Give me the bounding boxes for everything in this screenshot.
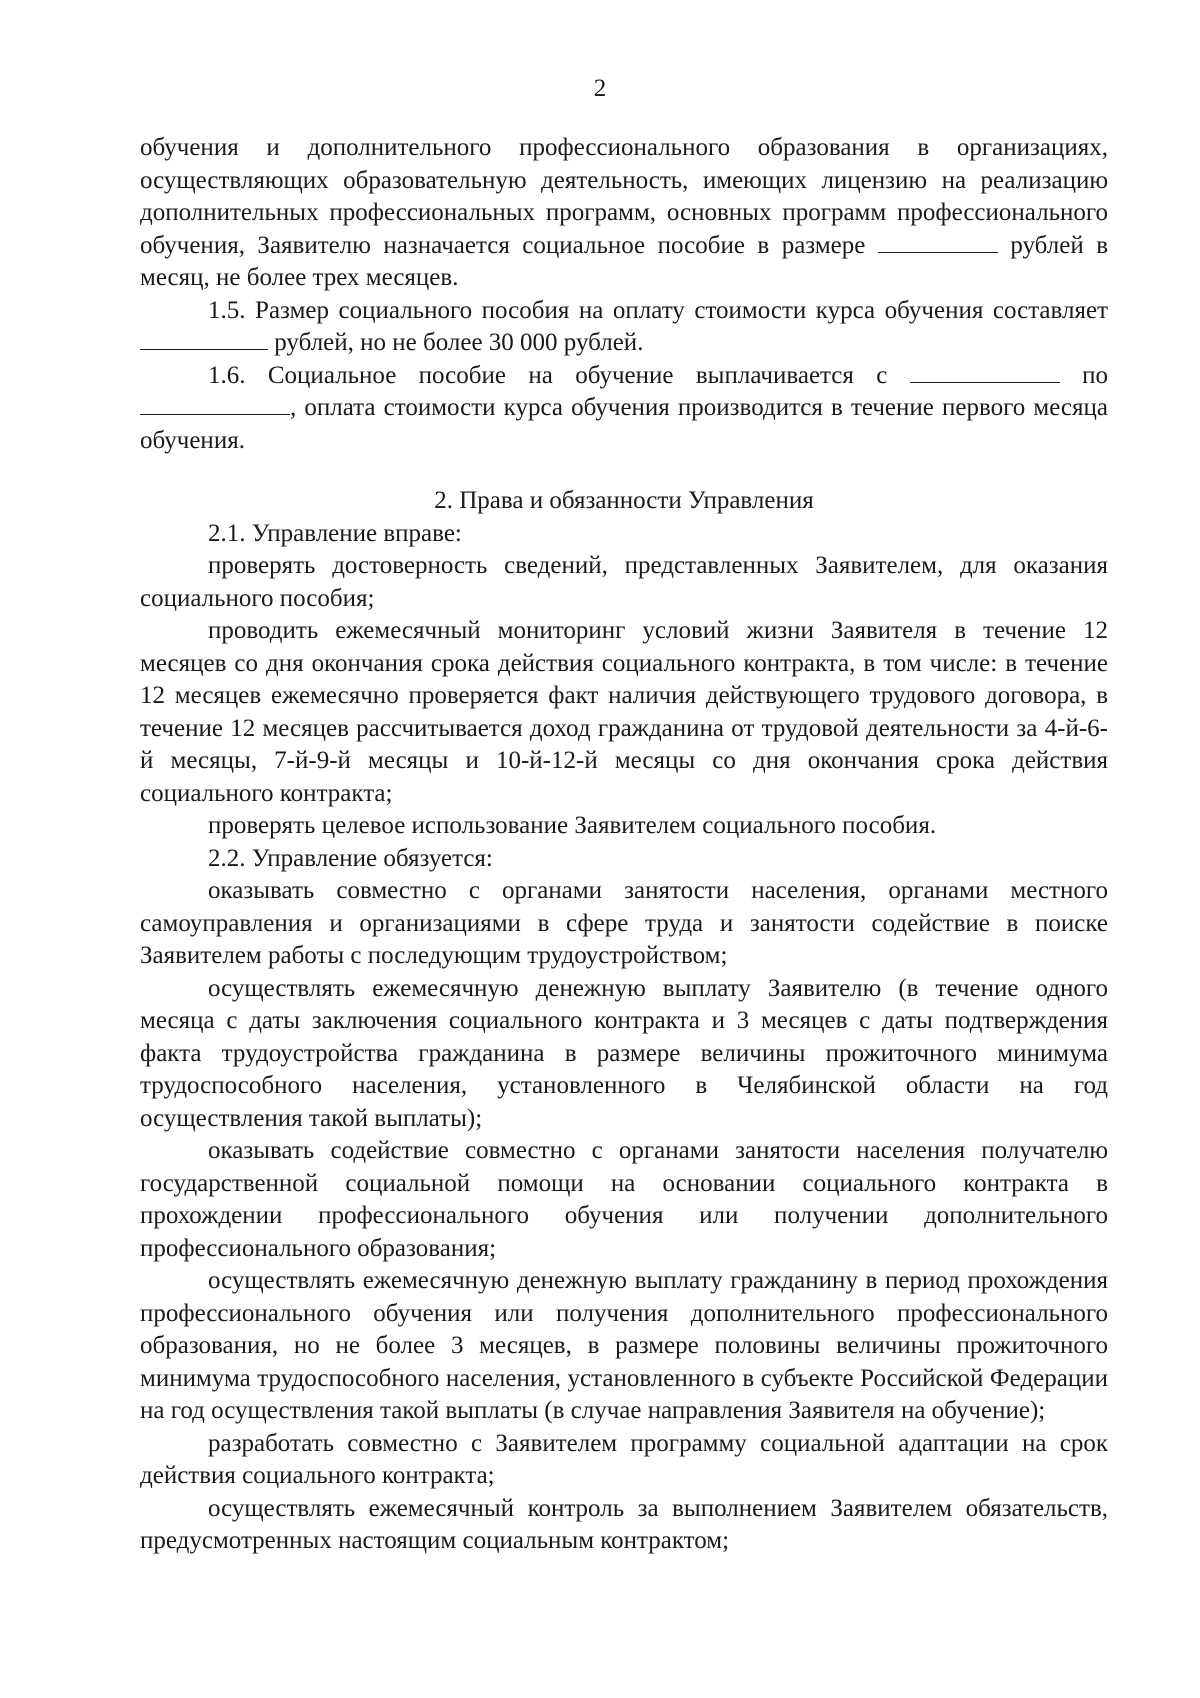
document-body <box>140 132 1108 1558</box>
amount-blank <box>878 230 998 253</box>
paragraph-text: , оплата стоимости курса обучения производится в течение первого месяца обучения. <box>140 394 1108 454</box>
paragraph-text: обучения и дополнительного профессионального образования в организациях, осуществляющих образовательную деятельность, имеющих лицензию на реализацию дополнительных профессиональных программ, основных программ профессионального обучения, Заявителю назначается социальное пособие в размере <box>140 134 1108 259</box>
paragraph-1-6 <box>140 360 1108 458</box>
clause-2-1-item: проверять достоверность сведений, представленных Заявителем, для оказания социального пособия; <box>140 552 1108 612</box>
clause-2-2-item: оказывать содействие совместно с органами занятости населения получателю государственной социальной помощи на основании социального контракта в прохождении профессионального обучения или получении дополнительного профессионального образования; <box>140 1137 1108 1262</box>
paragraph-1-4-continuation <box>140 132 1108 295</box>
clause-2-1-title: 2.1. Управление вправе: <box>208 519 462 547</box>
clause-2-2-item: осуществлять ежемесячную денежную выплату Заявителю (в течение одного месяца с даты заключения социального контракта и 3 месяцев с даты подтверждения факта трудоустройства гражданина в размере величины прожиточного минимума трудоспособного населения, установленного в Челябинской области на год осуществления такой выплаты); <box>140 974 1108 1132</box>
clause-2-2-item: осуществлять ежемесячную денежную выплату гражданину в период прохождения профессионального обучения или получения дополнительного профессионального образования, но не более 3 месяцев, в размере половины величины прожиточного минимума трудоспособного населения, установленного в субъекте Российской Федерации на год осуществления такой выплаты (в случае направления Заявителя на обучение); <box>140 1267 1108 1424</box>
paragraph-text: рублей в месяц, не более трех месяцев. <box>140 231 1109 291</box>
section-heading: 2. Права и обязанности Управления <box>434 487 814 514</box>
paragraph-text: рублей, но не более 30 000 рублей. <box>274 329 644 356</box>
section-spacer <box>140 457 1108 485</box>
clause-2-1-item: проводить ежемесячный мониторинг условий жизни Заявителя в течение 12 месяцев со дня окончания срока действия социального контракта, в том числе: в течение 12 месяцев ежемесячно проверяется факт наличия действующего трудового договора, в течение 12 месяцев рассчитывается доход гражданина от трудовой деятельности за 4-й-6-й месяцы, 7-й-9-й месяцы и 10-й-12-й месяцы со дня окончания срока действия социального контракта; <box>140 617 1108 807</box>
course-cost-blank <box>140 327 268 350</box>
clause-2-2-item: оказывать совместно с органами занятости населения, органами местного самоуправления и организациями в сфере труда и занятости содействие в поиске Заявителем работы с последующим трудоустройством; <box>140 877 1108 969</box>
clause-2-2-title: 2.2. Управление обязуется: <box>208 844 493 872</box>
end-date-blank <box>140 392 290 415</box>
paragraph-1-5 <box>140 295 1108 360</box>
paragraph-text: 1.6. Социальное пособие на обучение выплачивается с <box>208 361 888 389</box>
paragraph-text: 1.5. Размер социального пособия на оплату стоимости курса обучения составляет <box>208 296 1108 324</box>
paragraph-text: по <box>1082 361 1109 389</box>
clause-2-2-item: осуществлять ежемесячный контроль за выполнением Заявителем обязательств, предусмотренных настоящим социальным контрактом; <box>140 1494 1108 1554</box>
page-number: 2 <box>593 75 607 102</box>
start-date-blank <box>910 360 1060 383</box>
clause-2-1-item: проверять целевое использование Заявителем социального пособия. <box>208 812 937 839</box>
clause-2-2-item: разработать совместно с Заявителем программу социальной адаптации на срок действия социального контракта; <box>140 1429 1108 1489</box>
